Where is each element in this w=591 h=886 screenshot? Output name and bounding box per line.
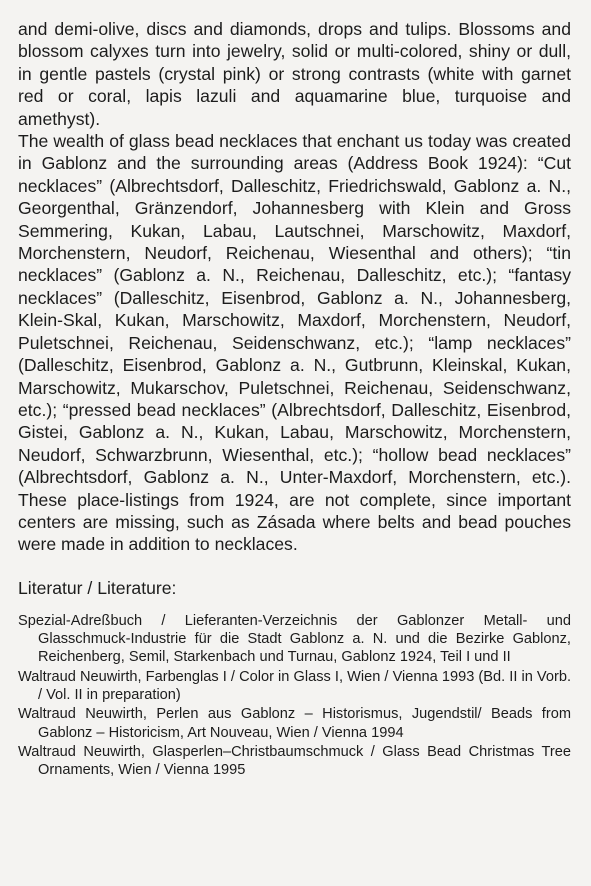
reference-item: Waltraud Neuwirth, Perlen aus Gablonz – Historismus, Jugendstil/ Beads from Gablonz – Historicism, Art Nouveau, Wien / Vienna 1994 [18,706,571,741]
document-page [18,18,571,780]
reference-item: Waltraud Neuwirth, Glasperlen–Christbaumschmuck / Glass Bead Christmas Tree Ornaments, Wien / Vienna 1995 [18,743,571,779]
reference-item: Waltraud Neuwirth, Farbenglas I / Color in Glass I, Wien / Vienna 1993 (Bd. II in Vorb. / Vol. II in preparation) [18,668,571,703]
body-paragraph: and demi-olive, discs and diamonds, drops and tulips. Blossoms and blossom calyxes turn into jewelry, solid or multi-colored, shiny or dull, in gentle pastels (crystal pink) or strong contrasts (white with garnet red or coral, lapis lazuli and aquamarine blue, turquoise and amethyst). [18,19,571,129]
body-paragraph: The wealth of glass bead necklaces that enchant us today was created in Gablonz and the surrounding areas (Address Book 1924): “Cut necklaces” (Albrechtsdorf, Dalleschitz, Friedrichswald, Gablonz a. N., Georgenthal, Gränzendorf, Johannesberg with Klein and Gross Semmering, Kukan, Labau, Lautschnei, Marschowitz, Maxdorf, Morchenstern, Neudorf, Reichenau, Wiesenthal and others); “tin necklaces” (Gablonz a. N., Reichenau, Dalleschitz, etc.); “fantasy necklaces” (Dalleschitz, Eisenbrod, Gablonz a. N., Johannesberg, Klein-Skal, Kukan, Marschowitz, Maxdorf, Morchenstern, Neudorf, Puletschnei, Reichenau, Seidenschwanz, etc.); “lamp necklaces” (Dalleschitz, Eisenbrod, Gablonz a. N., Gutbrunn, Kleinskal, Kukan, Marschowitz, Mukarschov, Puletschnei, Reichenau, Seidenschwanz, etc.); “pressed bead necklaces” (Albrechtsdorf, Dalleschitz, Eisenbrod, Gistei, Gablonz a. N., Kukan, Labau, Marschowitz, Morchenstern, Neudorf, Schwarzbrunn, Wiesenthal, etc.); “hollow bead necklaces” (Albrechtsdorf, Gablonz a. N., Unter-Maxdorf, Morchenstern, etc.). These place-listings from 1924, are not complete, since important centers are missing, such as Zásada where belts and bead pouches were made in addition to necklaces. [18,131,571,555]
literature-heading: Literatur / Literature: [18,577,177,598]
reference-list [18,612,571,780]
body-text [18,18,571,556]
reference-item: Spezial-Adreßbuch / Lieferanten-Verzeichnis der Gablonzer Metall- und Glasschmuck-Industrie für die Stadt Gablonz a. N. und die Bezirke Gablonz, Reichenberg, Semil, Starkenbach und Turnau, Gablonz 1924, Teil I und II [18,612,571,666]
